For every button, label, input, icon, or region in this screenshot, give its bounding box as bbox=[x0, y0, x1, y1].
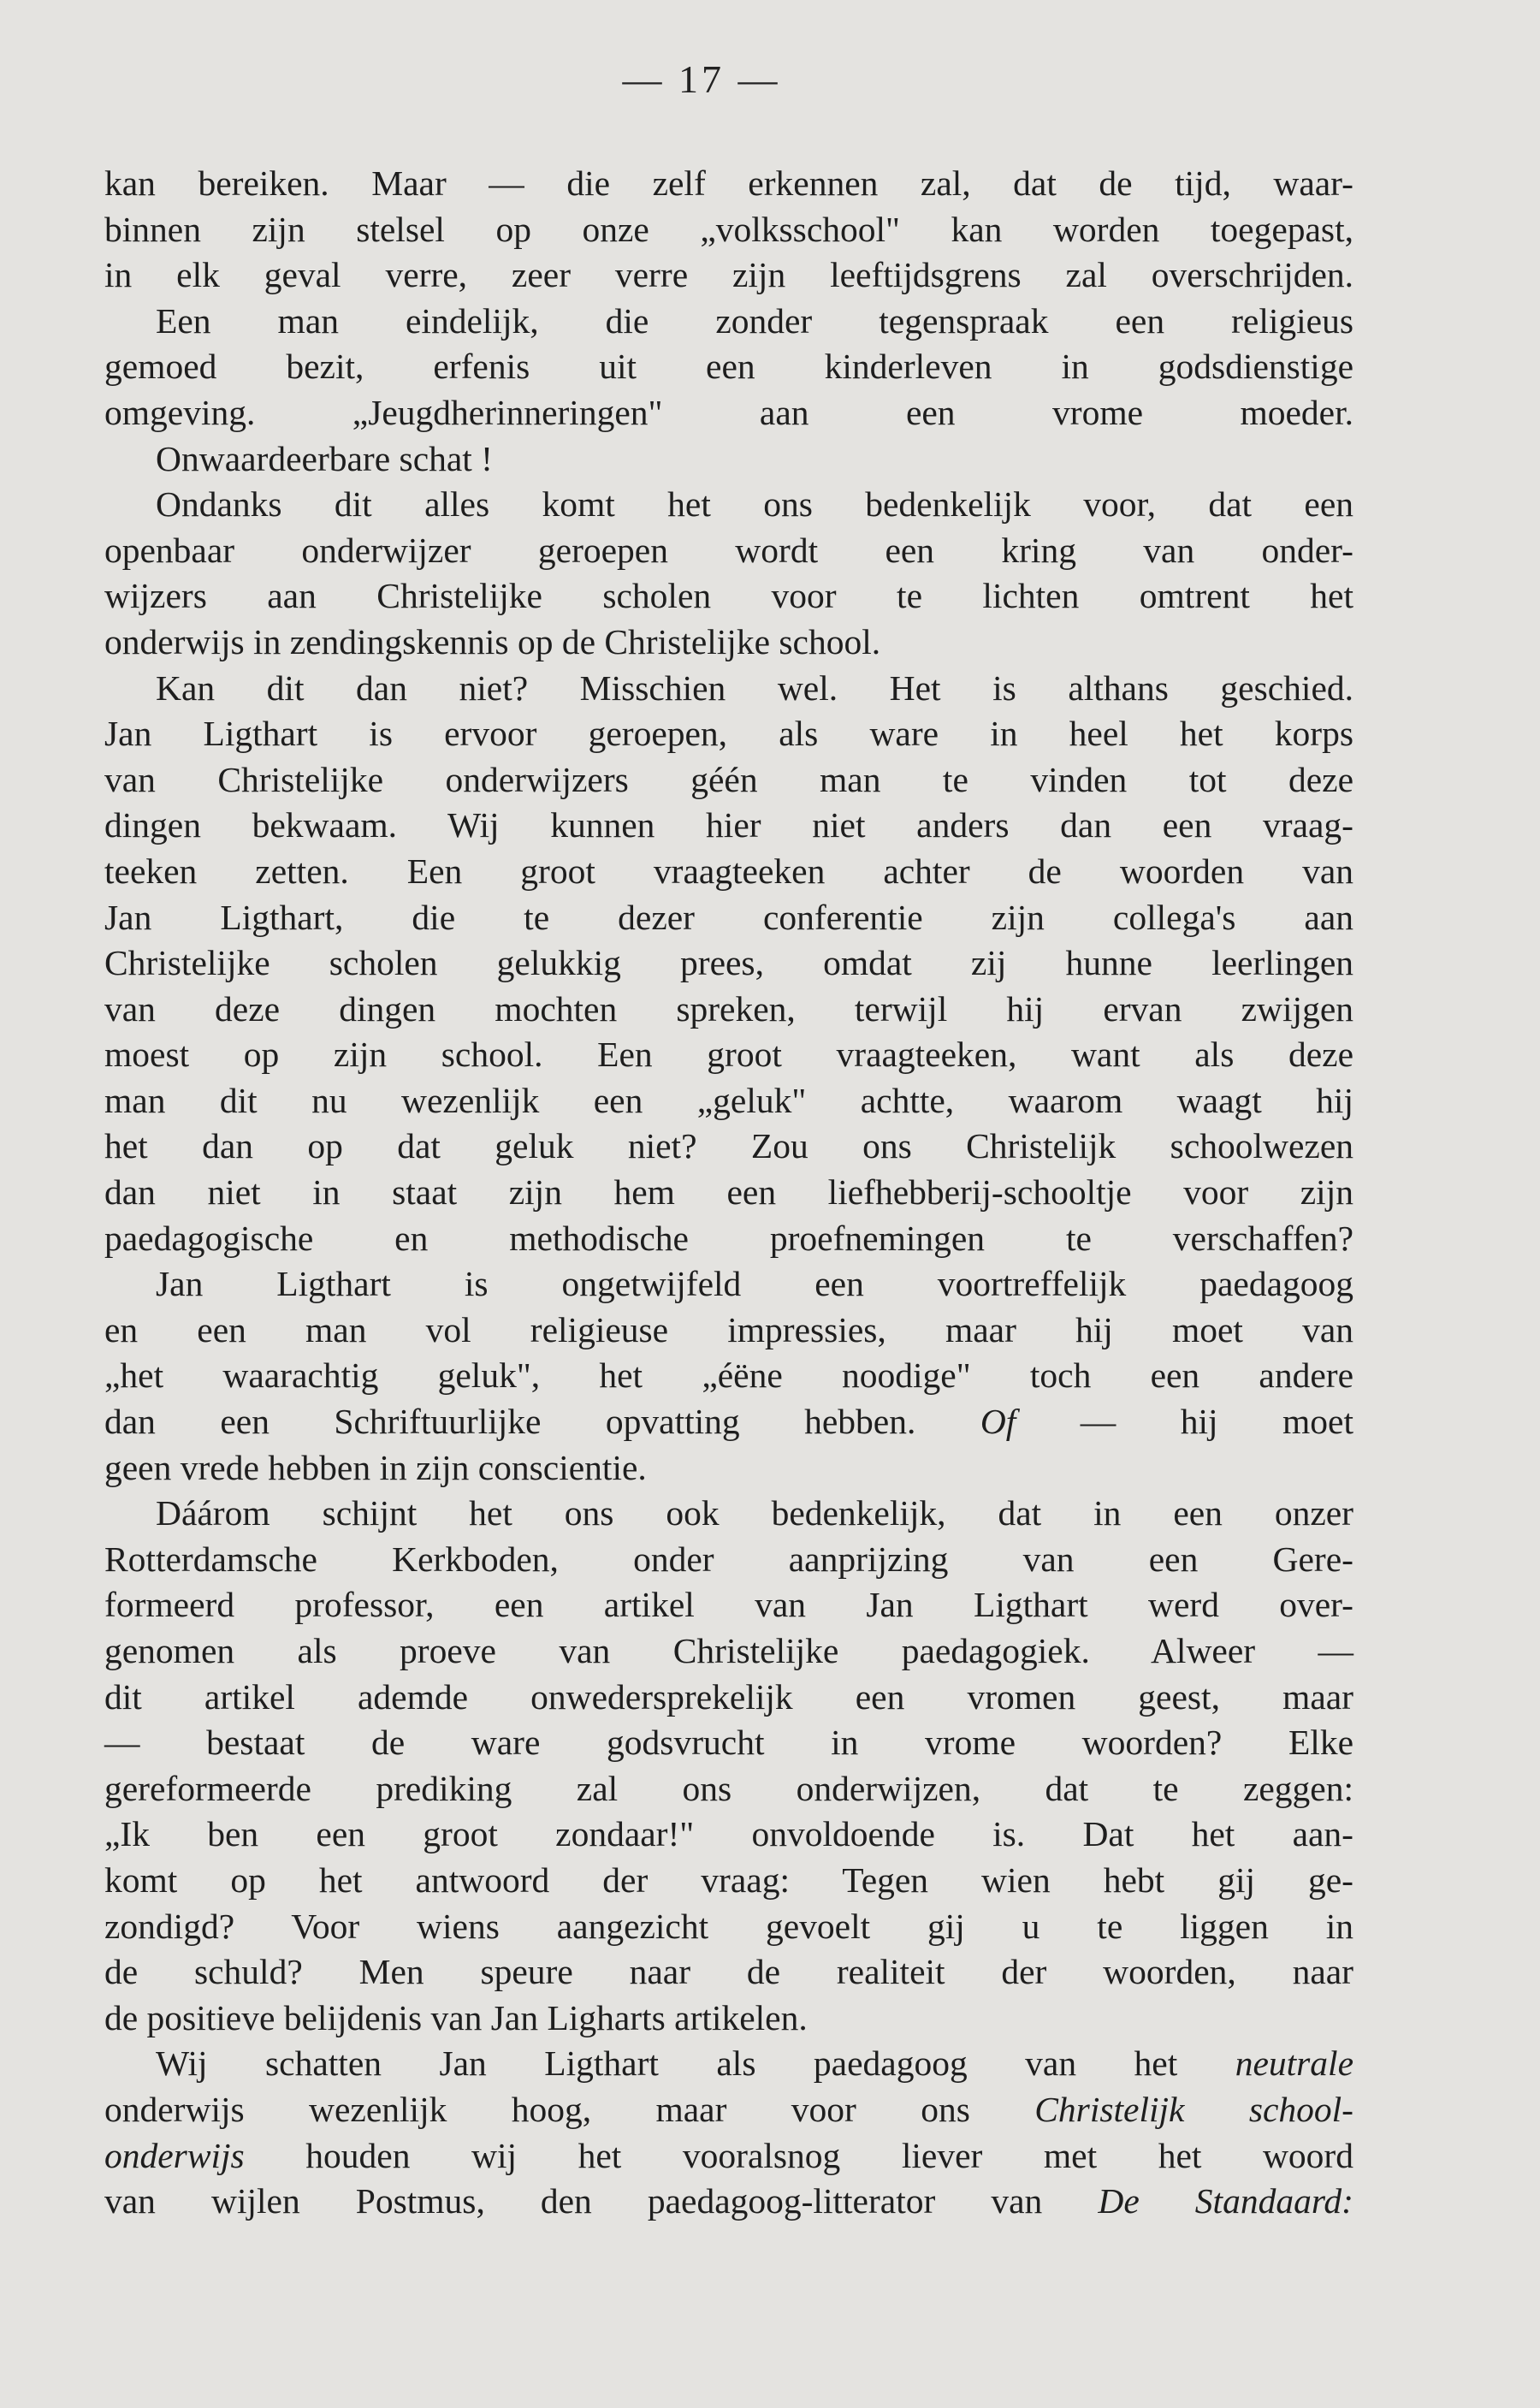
body-text bbox=[104, 161, 1353, 2225]
text-line: „Ik ben een groot zondaar!" onvoldoende is. Dat het aan- bbox=[104, 1814, 1353, 1854]
text-line: kan bereiken. Maar — die zelf erkennen zal, dat de tijd, waar- bbox=[104, 163, 1353, 203]
text-line: — bestaat de ware godsvrucht in vrome woorden? Elke bbox=[104, 1723, 1353, 1763]
text-line: wijzers aan Christelijke scholen voor te lichten omtrent het bbox=[104, 576, 1353, 616]
text-line: Dáárom schijnt het ons ook bedenkelijk, dat in een onzer bbox=[156, 1493, 1353, 1533]
text-line: gereformeerde prediking zal ons onderwijzen, dat te zeggen: bbox=[104, 1768, 1353, 1808]
text-line: dan niet in staat zijn hem een liefhebberij-schooltje voor zijn bbox=[104, 1172, 1353, 1213]
text-line: onderwijs in zendingskennis op de Christelijke school. bbox=[104, 621, 881, 661]
text-line: in elk geval verre, zeer verre zijn leeftijdsgrens zal overschrijden. bbox=[104, 255, 1353, 295]
text-line: onderwijs houden wij het vooralsnog liever met het woord bbox=[104, 2135, 1353, 2175]
text-line: dingen bekwaam. Wij kunnen hier niet anders dan een vraag- bbox=[104, 805, 1353, 845]
text-line: moest op zijn school. Een groot vraagteeken, want als deze bbox=[104, 1035, 1353, 1075]
text-line: onderwijs wezenlijk hoog, maar voor ons Christelijk school- bbox=[104, 2089, 1353, 2129]
text-line: dan een Schriftuurlijke opvatting hebben. Of — hij moet bbox=[104, 1402, 1354, 1442]
text-line: man dit nu wezenlijk een „geluk" achtte, waarom waagt hij bbox=[104, 1080, 1353, 1120]
text-line: Ondanks dit alles komt het ons bedenkelijk voor, dat een bbox=[156, 484, 1353, 525]
text-line: Rotterdamsche Kerkboden, onder aanprijzing van een Gere- bbox=[104, 1539, 1353, 1579]
page-number: — 17 — bbox=[622, 57, 781, 101]
text-line: en een man vol religieuse impressies, maar hij moet van bbox=[104, 1309, 1353, 1349]
text-line: teeken zetten. Een groot vraagteeken achter de woorden van bbox=[104, 851, 1353, 891]
text-line: van deze dingen mochten spreken, terwijl hij ervan zwijgen bbox=[104, 988, 1353, 1029]
text-line: het dan op dat geluk niet? Zou ons Christelijk schoolwezen bbox=[104, 1126, 1353, 1166]
text-line: Jan Ligthart, die te dezer conferentie zijn collega's aan bbox=[104, 897, 1353, 937]
text-line: genomen als proeve van Christelijke paedagogiek. Alweer — bbox=[104, 1631, 1353, 1670]
text-line: Jan Ligthart is ervoor geroepen, als ware in heel het korps bbox=[104, 714, 1353, 754]
text-line: geen vrede hebben in zijn conscientie. bbox=[104, 1447, 647, 1487]
text-line: binnen zijn stelsel op onze „volksschool" kan worden toegepast, bbox=[104, 209, 1353, 249]
text-line: van Christelijke onderwijzers géén man te vinden tot deze bbox=[104, 759, 1353, 799]
text-line: gemoed bezit, erfenis uit een kinderleven in godsdienstige bbox=[104, 347, 1353, 387]
text-line: Wij schatten Jan Ligthart als paedagoog van het neutrale bbox=[156, 2043, 1353, 2084]
text-line: zondigd? Voor wiens aangezicht gevoelt gij u te liggen in bbox=[104, 1906, 1353, 1946]
text-line: formeerd professor, een artikel van Jan Ligthart werd over- bbox=[104, 1585, 1353, 1625]
text-line: de schuld? Men speure naar de realiteit der woorden, naar bbox=[104, 1952, 1353, 1992]
text-line: dit artikel ademde onwedersprekelijk een vromen geest, maar bbox=[104, 1676, 1353, 1717]
text-line: de positieve belijdenis van Jan Ligharts artikelen. bbox=[104, 1997, 808, 2037]
text-line: „het waarachtig geluk", het „éëne noodige" toch een andere bbox=[104, 1355, 1353, 1396]
text-line: openbaar onderwijzer geroepen wordt een kring van onder- bbox=[104, 530, 1353, 570]
text-line: Onwaardeerbare schat ! bbox=[156, 438, 494, 478]
text-line: Een man eindelijk, die zonder tegenspraak een religieus bbox=[156, 300, 1353, 341]
text-line: van wijlen Postmus, den paedagoog-litterator van De Standaard: bbox=[104, 2181, 1353, 2221]
text-line: Jan Ligthart is ongetwijfeld een voortreffelijk paedagoog bbox=[156, 1264, 1353, 1304]
text-line: Kan dit dan niet? Misschien wel. Het is althans geschied. bbox=[156, 667, 1353, 708]
text-line: komt op het antwoord der vraag: Tegen wien hebt gij ge- bbox=[104, 1859, 1353, 1900]
text-line: omgeving. „Jeugdherinneringen" aan een vrome moeder. bbox=[104, 392, 1353, 432]
text-line: paedagogische en methodische proefnemingen te verschaffen? bbox=[104, 1218, 1353, 1258]
text-line: Christelijke scholen gelukkig prees, omdat zij hunne leerlingen bbox=[104, 943, 1353, 983]
